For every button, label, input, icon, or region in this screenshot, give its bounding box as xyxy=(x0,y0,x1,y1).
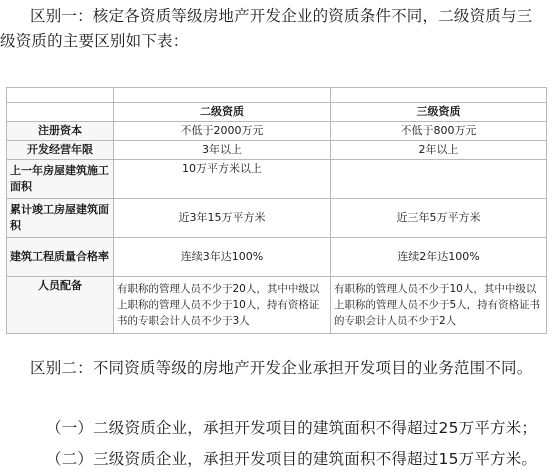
table-row xyxy=(7,141,546,159)
section2-item: （一）二级资质企业，承担开发项目的建筑面积不得超过25万平方米； xyxy=(46,419,538,437)
table-row xyxy=(7,238,546,276)
table-spacer-row xyxy=(7,88,546,102)
table-row xyxy=(7,277,546,333)
table-row xyxy=(7,199,546,237)
intro-text: 区别一：核定各资质等级房地产开发企业的资质条件不同，二级资质与三级资质的主要区别如下表： xyxy=(0,7,533,50)
row-label: 人员配备 xyxy=(7,277,113,333)
level3-value: 2年以上 xyxy=(331,141,546,159)
section2-paragraph xyxy=(0,356,548,381)
table-row xyxy=(7,160,546,198)
level3-value: 连续2年达100% xyxy=(331,238,546,276)
level3-value xyxy=(331,160,546,198)
qualification-comparison-table xyxy=(6,87,547,334)
table-row xyxy=(7,122,546,140)
level2-value: 3年以上 xyxy=(114,141,330,159)
level2-value: 近3年15万平方米 xyxy=(114,199,330,237)
level3-value: 不低于800万元 xyxy=(331,122,546,140)
level2-value: 有职称的管理人员不少于20人，其中中级以上职称的管理人员不少于10人，持有资格证书的专职会计人员不少于3人 xyxy=(114,277,330,333)
section2-item: （二）三级资质企业，承担开发项目的建筑面积不得超过15万平方米。 xyxy=(46,450,538,468)
row-label: 累计竣工房屋建筑面积 xyxy=(7,199,113,237)
row-label: 开发经营年限 xyxy=(7,141,113,159)
level2-value: 10万平方米以上 xyxy=(114,160,330,198)
row-label: 注册资本 xyxy=(7,122,113,140)
header-corner xyxy=(7,103,113,121)
section2-heading: 区别二：不同资质等级的房地产开发企业承担开发项目的业务范围不同。 xyxy=(30,359,533,377)
level3-value: 有职称的管理人员不少于10人，其中中级以上职称的管理人员不少于5人，持有资格证书的专职会计人员不少于2人 xyxy=(331,277,546,333)
row-label: 建筑工程质量合格率 xyxy=(7,238,113,276)
level3-value: 近三年5万平方米 xyxy=(331,199,546,237)
row-label: 上一年房屋建筑施工面积 xyxy=(7,160,113,198)
level2-value: 连续3年达100% xyxy=(114,238,330,276)
header-level2: 二级资质 xyxy=(114,103,330,121)
intro-paragraph xyxy=(0,4,548,54)
table-header-row xyxy=(7,103,546,121)
header-level3: 三级资质 xyxy=(331,103,546,121)
level2-value: 不低于2000万元 xyxy=(114,122,330,140)
